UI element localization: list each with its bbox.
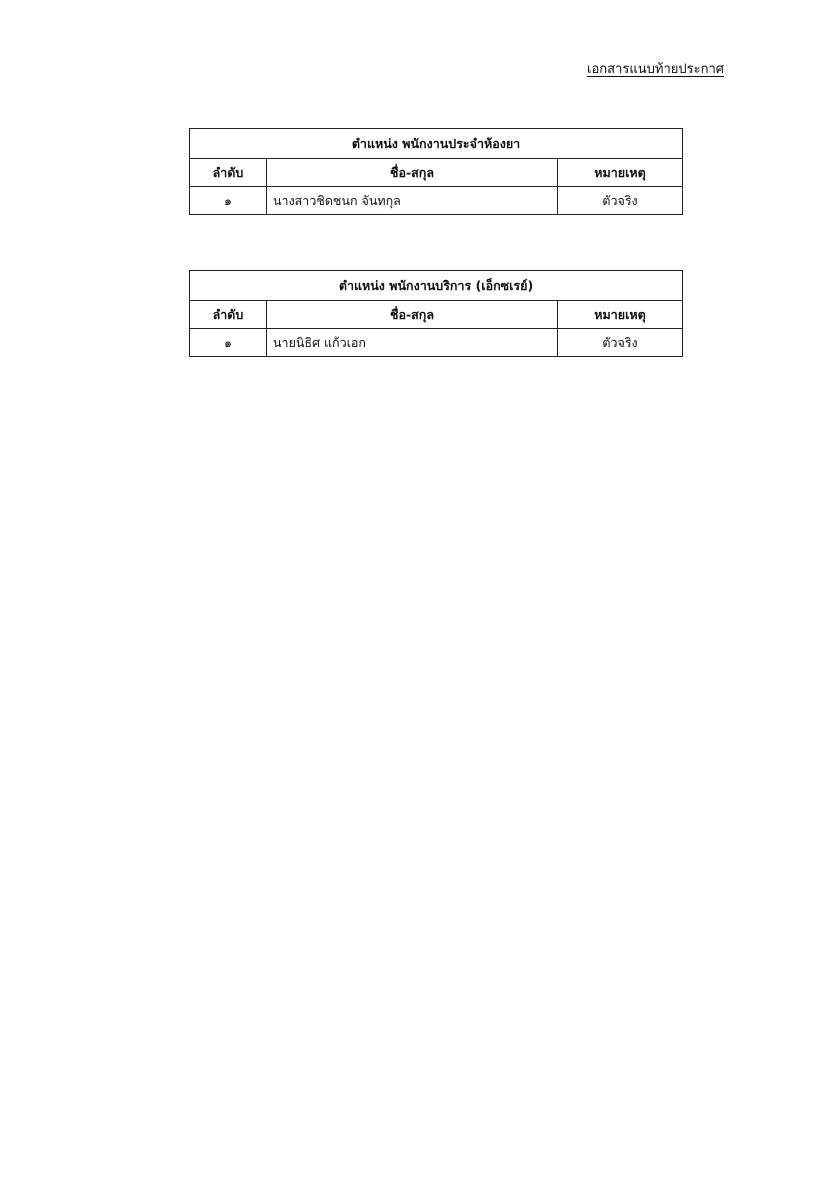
table-row <box>190 329 683 357</box>
position-title: ตำแหน่ง พนักงานประจำห้องยา <box>190 129 683 159</box>
column-header-name: ชื่อ-สกุล <box>267 301 558 329</box>
position-title: ตำแหน่ง พนักงานบริการ (เอ็กซเรย์) <box>190 271 683 301</box>
column-header-name: ชื่อ-สกุล <box>267 159 558 187</box>
row-remark: ตัวจริง <box>558 329 683 357</box>
column-header-remark: หมายเหตุ <box>558 159 683 187</box>
row-remark: ตัวจริง <box>558 187 683 215</box>
row-name: นางสาวชิดชนก จันทกุล <box>267 187 558 215</box>
column-header-order: ลำดับ <box>190 301 267 329</box>
column-header-remark: หมายเหตุ <box>558 301 683 329</box>
table-header-row <box>190 159 683 187</box>
position-table-pharmacy <box>189 128 683 215</box>
table-header-row <box>190 301 683 329</box>
row-name: นายนิธิศ แก้วเอก <box>267 329 558 357</box>
column-header-order: ลำดับ <box>190 159 267 187</box>
table-title-row <box>190 271 683 301</box>
row-order: ๑ <box>190 329 267 357</box>
document-header: เอกสารแนบท้ายประกาศ <box>587 62 724 77</box>
position-table-xray <box>189 270 683 357</box>
table-title-row <box>190 129 683 159</box>
table-row <box>190 187 683 215</box>
row-order: ๑ <box>190 187 267 215</box>
